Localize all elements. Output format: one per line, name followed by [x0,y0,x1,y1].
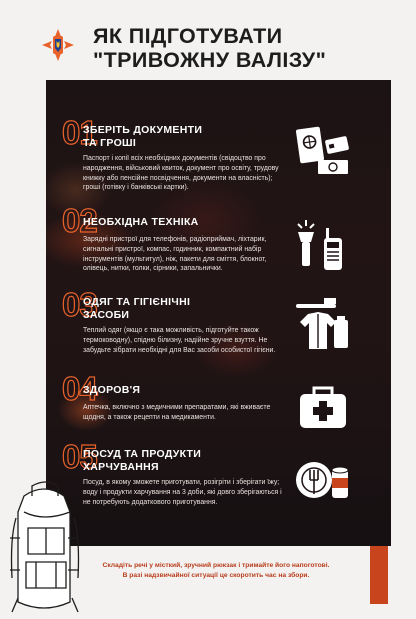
section-text: Аптечка, включно з медичними препаратами, які вживаєте щодня, а також рецепти на медикаменти. [83,404,271,421]
section-text: Зарядні пристрої для телефонів, радіоприймач, ліхтарик, сигнальні пристрої, компас, годинник, компактний набір інструментів (мультитул), ніж, пакети для сміття, блокнот, олівець, нитки, голки, сірники, запальнички. [83,236,267,273]
content-panel [46,80,391,546]
section-number: 05 [62,438,97,475]
flashlight-radio-icon [294,218,352,276]
first-aid-kit-icon [294,380,352,438]
plate-cutlery-can-icon [294,452,352,510]
footer-line-1: Складіть речі у місткий, зручний рюкзак і тримайте його напоготові. [102,562,330,569]
section-text: Паспорт і копії всіх необхідних документів (свідоцтво про народження, військовий квиток, документ про освіту, трудову книжку або пенсійне посвідчення, документи на власність); гроші (готівку і банківські картки). [83,155,279,192]
section-heading: ЗБЕРІТЬ ДОКУМЕНТИ ТА ГРОШІ [83,124,203,149]
backpack-icon [2,478,86,618]
section-heading: ПОСУД ТА ПРОДУКТИ ХАРЧУВАННЯ [83,448,202,473]
footer-note [96,561,336,580]
section-heading: ОДЯГ ТА ГІГІЄНІЧНІ ЗАСОБИ [83,296,191,321]
toothbrush-clothes-icon [294,296,352,354]
header [0,0,416,78]
footer-line-2: В разі надзвичайної ситуації це скоротить час на збори. [122,571,310,579]
emergency-service-emblem-icon [40,27,76,63]
passport-cards-money-icon [294,122,352,180]
section-number: 01 [62,114,97,151]
page-title: ЯК ПІДГОТУВАТИ "ТРИВОЖНУ ВАЛІЗУ" [93,24,327,72]
section-heading: ЗДОРОВ'Я [83,384,141,396]
section-heading: НЕОБХІДНА ТЕХНІКА [83,216,199,228]
section-text: Посуд, в якому зможете приготувати, розігріти і зберігати їжу; воду і продукти харчування на 3 доби, які довго зберігаються і не потребують додаткового приготування. [83,479,282,506]
section-number: 02 [62,202,97,239]
section-number: 04 [62,370,97,407]
section-number: 03 [62,286,97,323]
section-text: Теплий одяг (якщо є така можливість, підготуйте також термоководну), спідню білизну, надійне зручне взуття. Не забудьте зібрати необхідні для Вас засоби особистої гігієни. [83,327,276,354]
